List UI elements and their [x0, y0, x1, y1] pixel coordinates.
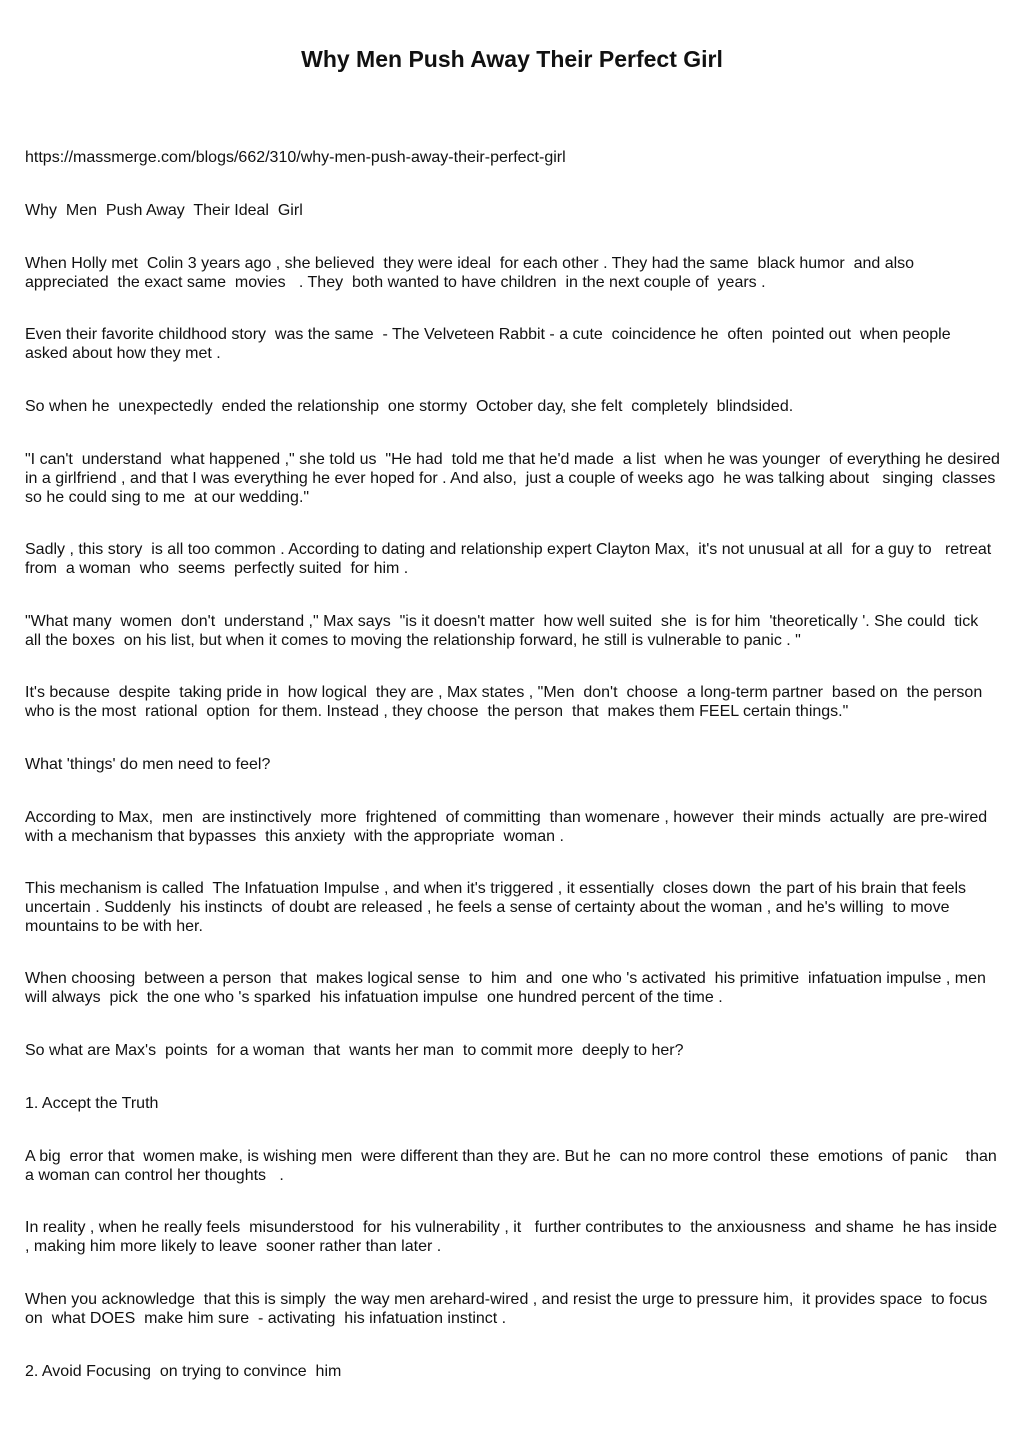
paragraph-big-error: A big error that women make, is wishing men were different than they are. But he can no more control these emotions of panic than a woman can control her thoughts .	[25, 1148, 1002, 1184]
document-title: Why Men Push Away Their Perfect Girl	[301, 46, 723, 72]
paragraph-too-common: Sadly , this story is all too common . According to dating and relationship expert Clayton Max, it's not unusual at all for a guy to retreat from a woman who seems perfectly suited for him .	[25, 541, 996, 577]
paragraph-quote-list: "I can't understand what happened ," she told us "He had told me that he'd made a list when he was younger of everything he desired in a girlfriend , and that I was everything he ever hoped for . And also, just a couple of weeks ago he was talking about singing classes so he could sing to me at our wedding."	[25, 451, 1009, 506]
paragraph-what-many-women: "What many women don't understand ," Max says "is it doesn't matter how well suited she is for him 'theoretically '. She could tick all the boxes on his list, but when it comes to moving the relationship forward, he still is vulnerable to panic . "	[25, 613, 988, 649]
paragraph-holly-met-colin: When Holly met Colin 3 years ago , she believed they were ideal for each other . They had the same black humor and also appreciated the exact same movies . They both wanted to have children in the next couple of years .	[25, 255, 919, 291]
paragraph-max-points: So what are Max's points for a woman that wants her man to commit more deeply to her?	[25, 1042, 684, 1059]
subtitle-paragraph: Why Men Push Away Their Ideal Girl	[25, 202, 303, 219]
paragraph-choosing: When choosing between a person that makes logical sense to him and one who 's activated his primitive infatuation impulse , men will always pick the one who 's sparked his infatuation impulse one hundred percent of the time .	[25, 970, 995, 1006]
paragraph-acknowledge: When you acknowledge that this is simply the way men arehard-wired , and resist the urge to pressure him, it provides space to focus on what DOES make him sure - activating his infatuation instinct .	[25, 1291, 992, 1327]
paragraph-instinctively: According to Max, men are instinctively more frightened of committing than womenare , however their minds actually are pre-wired with a mechanism that bypasses this anxiety with the appropriate woman .	[25, 809, 992, 845]
paragraph-what-things: What 'things' do men need to feel?	[25, 756, 271, 773]
paragraph-in-reality: In reality , when he really feels misunderstood for his vulnerability , it further contributes to the anxiousness and shame he has inside , making him more likely to leave sooner rather than later .	[25, 1219, 1002, 1255]
paragraph-infatuation-impulse: This mechanism is called The Infatuation Impulse , and when it's triggered , it essentially closes down the part of his brain that feels uncertain . Suddenly his instincts of doubt are released , he feels a sense of certainty about the woman , and he's willing to move mountains to be with her.	[25, 880, 971, 935]
paragraph-logical: It's because despite taking pride in how logical they are , Max states , "Men don't choose a long-term partner based on the person who is the most rational option for them. Instead , they choose the person that makes them FEEL certain things."	[25, 684, 987, 720]
source-url: https://massmerge.com/blogs/662/310/why-men-push-away-their-perfect-girl	[25, 149, 566, 166]
paragraph-blindsided: So when he unexpectedly ended the relationship one stormy October day, she felt completely blindsided.	[25, 398, 794, 415]
heading-accept-the-truth: 1. Accept the Truth	[25, 1095, 159, 1112]
heading-avoid-focusing: 2. Avoid Focusing on trying to convince him	[25, 1363, 342, 1380]
paragraph-velveteen-rabbit: Even their favorite childhood story was the same - The Velveteen Rabbit - a cute coincidence he often pointed out when people asked about how they met .	[25, 326, 960, 362]
